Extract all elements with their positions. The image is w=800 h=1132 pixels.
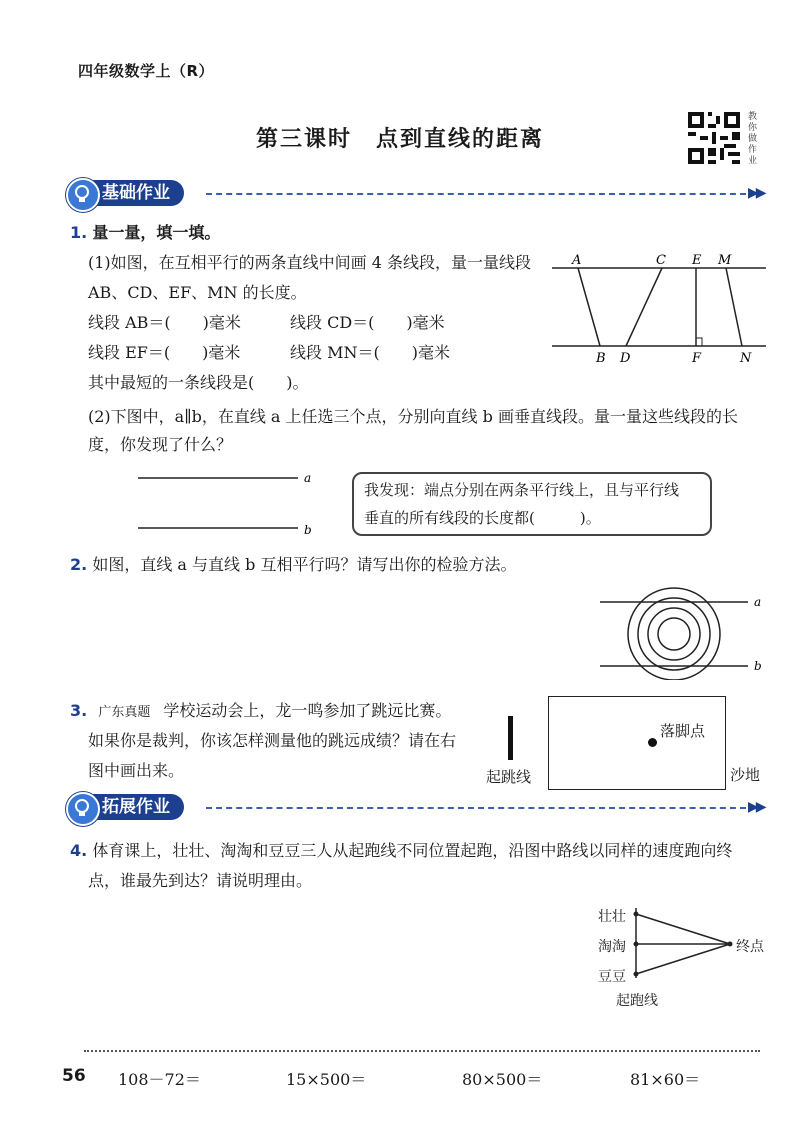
label-M: M [718,253,732,268]
footer-divider [84,1050,760,1052]
runner-zhuangzhuang: 壮壮 [598,909,626,925]
landing-label: 落脚点 [660,722,706,740]
takeoff-label: 起跳线 [486,768,532,786]
q3-line3: 图中画出来。 [88,761,185,780]
q3-header [70,700,451,724]
q3-tag: 广东真题 [98,705,151,720]
q3-line1: 学校运动会上，龙一鸣参加了跳远比赛。 [163,701,452,720]
q2-circle-figure [596,580,776,680]
takeoff-line [508,716,513,760]
landing-point[interactable] [648,738,657,747]
section-extend [66,794,766,822]
q4-number: 4. [70,841,88,860]
runner-taotao: 淘淘 [598,939,626,955]
calc-3[interactable]: 80×500＝ [462,1070,543,1089]
q1-parallel-lines [136,466,326,540]
label-D: D [620,351,631,366]
lightbulb-icon [66,792,100,826]
book-label: 四年级数学上（R） [78,62,215,80]
label-A: A [572,253,582,268]
q1-header [70,222,220,244]
discovery-line2[interactable]: 垂直的所有线段的长度都( )。 [364,509,601,527]
section-divider [206,807,746,809]
finish-label: 终点 [736,939,764,955]
section-basic [66,180,766,208]
calc-4[interactable]: 81×60＝ [630,1070,701,1089]
label-C: C [656,253,666,268]
q3-number: 3. [70,701,88,720]
calc-2[interactable]: 15×500＝ [286,1070,367,1089]
label-line-b: b [304,523,312,537]
label-E: E [692,253,702,268]
page-number: 56 [62,1066,86,1086]
q1-cd-field[interactable]: 线段 CD＝( )毫米 [290,313,445,332]
lightbulb-icon [66,178,100,212]
section-extend-title: 拓展作业 [66,794,184,820]
q1-part2-line1: (2)下图中，a∥b，在直线 a 上任选三个点，分别向直线 b 画垂直线段。量一量这些线段的长 [88,407,738,426]
q2-number: 2. [70,555,88,574]
q1-ab-field[interactable]: 线段 AB＝( )毫米 [88,313,241,332]
q1-title: 量一量，填一填。 [92,223,221,242]
double-arrow-icon: ▶▶ [748,185,764,201]
q1-number: 1. [70,223,88,242]
label-F: F [692,351,702,366]
qr-code-icon[interactable] [688,112,740,164]
discovery-line1: 我发现：端点分别在两条平行线上，且与平行线 [364,481,680,499]
q1-ef-field[interactable]: 线段 EF＝( )毫米 [88,343,241,362]
q2-header [70,554,516,576]
q4-line1: 体育课上，壮壮、淘淘和豆豆三人从起跑线不同位置起跑，沿图中路线以同样的速度跑向终 [92,841,733,860]
double-arrow-icon: ▶▶ [748,799,764,815]
label-B: B [596,351,606,366]
q4-header [70,840,732,862]
q1-segment-figure [550,250,770,370]
label-N: N [740,351,752,366]
q1-part1-line2: AB、CD、EF、MN 的长度。 [88,283,307,302]
q1-part2-line2: 度，你发现了什么？ [88,435,233,454]
q2-label-b: b [754,659,762,673]
label-line-a: a [304,471,312,485]
q1-shortest-field[interactable]: 其中最短的一条线段是( )。 [88,373,309,392]
section-divider [206,193,746,195]
runner-doudou: 豆豆 [598,969,626,985]
sand-label: 沙地 [730,766,761,784]
page-title: 第三课时 点到直线的距离 [255,127,544,152]
q4-line2: 点，谁最先到达？请说明理由。 [88,871,313,890]
q2-text: 如图，直线 a 与直线 b 互相平行吗？请写出你的检验方法。 [92,555,517,574]
q1-mn-field[interactable]: 线段 MN＝( )毫米 [290,343,450,362]
q1-part1-line1: (1)如图，在互相平行的两条直线中间画 4 条线段，量一量线段 [88,253,532,272]
calc-1[interactable]: 108－72＝ [118,1070,201,1089]
sandpit [548,696,726,790]
q3-line2: 如果你是裁判，你该怎样测量他的跳远成绩？请在右 [88,731,457,750]
discovery-box[interactable] [352,472,712,536]
q2-label-a: a [754,595,762,609]
qr-caption: 教你做作业 [748,112,758,166]
start-line-label: 起跑线 [616,993,658,1009]
section-basic-title: 基础作业 [66,180,184,206]
